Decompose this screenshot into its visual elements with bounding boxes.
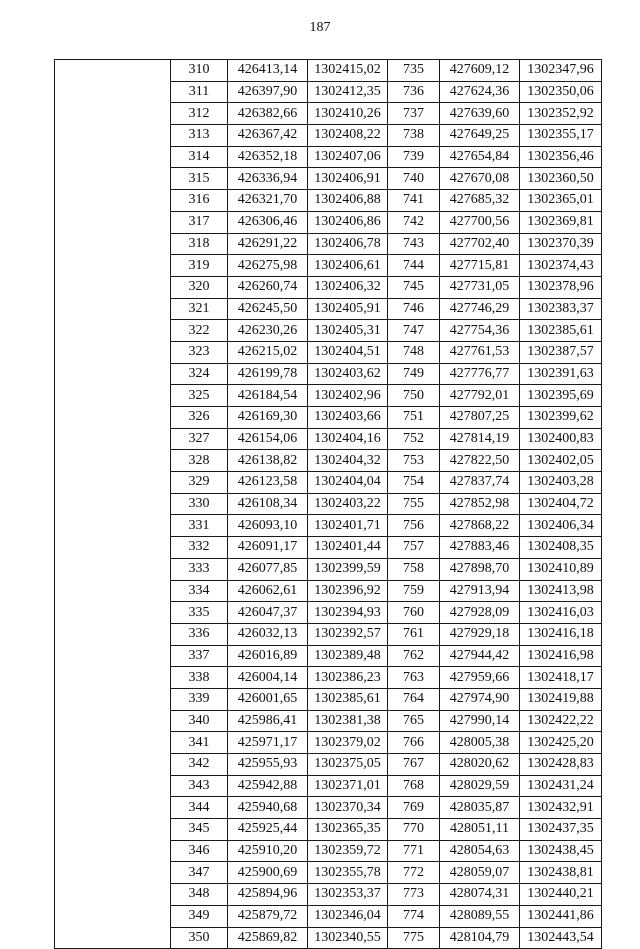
y-coordinate-right: 1302440,21 — [520, 884, 602, 906]
point-number-left: 341 — [171, 732, 228, 754]
point-number-right: 762 — [388, 645, 440, 667]
point-number-right: 745 — [388, 276, 440, 298]
point-number-right: 754 — [388, 472, 440, 494]
x-coordinate-left: 425986,41 — [228, 710, 308, 732]
x-coordinate-left: 426230,26 — [228, 320, 308, 342]
x-coordinate-left: 426382,66 — [228, 103, 308, 125]
y-coordinate-right: 1302425,20 — [520, 732, 602, 754]
x-coordinate-right: 427974,90 — [440, 688, 520, 710]
x-coordinate-right: 427913,94 — [440, 580, 520, 602]
point-number-left: 316 — [171, 190, 228, 212]
y-coordinate-right: 1302432,91 — [520, 797, 602, 819]
y-coordinate-left: 1302396,92 — [308, 580, 388, 602]
x-coordinate-left: 425971,17 — [228, 732, 308, 754]
y-coordinate-left: 1302404,51 — [308, 341, 388, 363]
x-coordinate-right: 427746,29 — [440, 298, 520, 320]
point-number-right: 746 — [388, 298, 440, 320]
y-coordinate-right: 1302370,39 — [520, 233, 602, 255]
y-coordinate-right: 1302383,37 — [520, 298, 602, 320]
x-coordinate-left: 426077,85 — [228, 558, 308, 580]
point-number-right: 768 — [388, 775, 440, 797]
y-coordinate-left: 1302379,02 — [308, 732, 388, 754]
point-number-left: 314 — [171, 146, 228, 168]
y-coordinate-left: 1302401,44 — [308, 537, 388, 559]
y-coordinate-right: 1302428,83 — [520, 754, 602, 776]
point-number-left: 325 — [171, 385, 228, 407]
point-number-left: 333 — [171, 558, 228, 580]
x-coordinate-left: 426091,17 — [228, 537, 308, 559]
point-number-left: 347 — [171, 862, 228, 884]
x-coordinate-right: 427702,40 — [440, 233, 520, 255]
y-coordinate-left: 1302406,91 — [308, 168, 388, 190]
point-number-left: 342 — [171, 754, 228, 776]
point-number-left: 310 — [171, 60, 228, 82]
y-coordinate-left: 1302405,31 — [308, 320, 388, 342]
x-coordinate-left: 426397,90 — [228, 81, 308, 103]
point-number-right: 771 — [388, 840, 440, 862]
y-coordinate-right: 1302441,86 — [520, 905, 602, 927]
x-coordinate-left: 426352,18 — [228, 146, 308, 168]
x-coordinate-right: 428035,87 — [440, 797, 520, 819]
point-number-right: 735 — [388, 60, 440, 82]
x-coordinate-left: 426336,94 — [228, 168, 308, 190]
point-number-left: 317 — [171, 211, 228, 233]
y-coordinate-left: 1302408,22 — [308, 125, 388, 147]
point-number-right: 770 — [388, 819, 440, 841]
y-coordinate-right: 1302360,50 — [520, 168, 602, 190]
page-number: 187 — [309, 20, 331, 35]
point-number-left: 350 — [171, 927, 228, 949]
y-coordinate-right: 1302419,88 — [520, 688, 602, 710]
x-coordinate-right: 427761,53 — [440, 341, 520, 363]
point-number-right: 737 — [388, 103, 440, 125]
point-number-left: 330 — [171, 493, 228, 515]
x-coordinate-left: 425910,20 — [228, 840, 308, 862]
y-coordinate-left: 1302381,38 — [308, 710, 388, 732]
x-coordinate-left: 425869,82 — [228, 927, 308, 949]
y-coordinate-left: 1302406,61 — [308, 255, 388, 277]
y-coordinate-left: 1302404,16 — [308, 428, 388, 450]
point-number-left: 321 — [171, 298, 228, 320]
x-coordinate-right: 428051,11 — [440, 819, 520, 841]
x-coordinate-left: 426199,78 — [228, 363, 308, 385]
y-coordinate-right: 1302416,18 — [520, 623, 602, 645]
x-coordinate-left: 426001,65 — [228, 688, 308, 710]
y-coordinate-left: 1302365,35 — [308, 819, 388, 841]
point-number-left: 348 — [171, 884, 228, 906]
y-coordinate-left: 1302406,86 — [308, 211, 388, 233]
point-number-right: 736 — [388, 81, 440, 103]
y-coordinate-left: 1302407,06 — [308, 146, 388, 168]
point-number-right: 763 — [388, 667, 440, 689]
y-coordinate-right: 1302387,57 — [520, 341, 602, 363]
x-coordinate-left: 425942,88 — [228, 775, 308, 797]
x-coordinate-left: 425900,69 — [228, 862, 308, 884]
point-number-right: 756 — [388, 515, 440, 537]
point-number-right: 740 — [388, 168, 440, 190]
y-coordinate-left: 1302359,72 — [308, 840, 388, 862]
point-number-left: 337 — [171, 645, 228, 667]
coordinates-table-body — [55, 60, 602, 949]
y-coordinate-left: 1302389,48 — [308, 645, 388, 667]
point-number-right: 739 — [388, 146, 440, 168]
x-coordinate-right: 427700,56 — [440, 211, 520, 233]
point-number-left: 326 — [171, 407, 228, 429]
y-coordinate-right: 1302399,62 — [520, 407, 602, 429]
y-coordinate-right: 1302416,03 — [520, 602, 602, 624]
point-number-right: 750 — [388, 385, 440, 407]
y-coordinate-right: 1302410,89 — [520, 558, 602, 580]
point-number-right: 769 — [388, 797, 440, 819]
x-coordinate-left: 425925,44 — [228, 819, 308, 841]
point-number-left: 332 — [171, 537, 228, 559]
x-coordinate-left: 426367,42 — [228, 125, 308, 147]
y-coordinate-right: 1302418,17 — [520, 667, 602, 689]
point-number-right: 757 — [388, 537, 440, 559]
y-coordinate-left: 1302340,55 — [308, 927, 388, 949]
blank-left-cell — [55, 60, 171, 949]
y-coordinate-right: 1302422,22 — [520, 710, 602, 732]
y-coordinate-left: 1302386,23 — [308, 667, 388, 689]
x-coordinate-right: 427898,70 — [440, 558, 520, 580]
y-coordinate-right: 1302369,81 — [520, 211, 602, 233]
point-number-right: 774 — [388, 905, 440, 927]
point-number-right: 751 — [388, 407, 440, 429]
x-coordinate-right: 427928,09 — [440, 602, 520, 624]
y-coordinate-left: 1302403,62 — [308, 363, 388, 385]
y-coordinate-left: 1302403,66 — [308, 407, 388, 429]
point-number-right: 743 — [388, 233, 440, 255]
x-coordinate-left: 426321,70 — [228, 190, 308, 212]
x-coordinate-right: 427868,22 — [440, 515, 520, 537]
y-coordinate-left: 1302353,37 — [308, 884, 388, 906]
x-coordinate-right: 427959,66 — [440, 667, 520, 689]
x-coordinate-right: 428104,79 — [440, 927, 520, 949]
y-coordinate-left: 1302405,91 — [308, 298, 388, 320]
point-number-left: 315 — [171, 168, 228, 190]
x-coordinate-right: 428089,55 — [440, 905, 520, 927]
x-coordinate-right: 428054,63 — [440, 840, 520, 862]
y-coordinate-left: 1302404,32 — [308, 450, 388, 472]
point-number-right: 773 — [388, 884, 440, 906]
x-coordinate-right: 427990,14 — [440, 710, 520, 732]
point-number-right: 767 — [388, 754, 440, 776]
x-coordinate-left: 426245,50 — [228, 298, 308, 320]
point-number-left: 335 — [171, 602, 228, 624]
x-coordinate-left: 425879,72 — [228, 905, 308, 927]
point-number-left: 334 — [171, 580, 228, 602]
y-coordinate-right: 1302408,35 — [520, 537, 602, 559]
x-coordinate-right: 427649,25 — [440, 125, 520, 147]
x-coordinate-right: 427731,05 — [440, 276, 520, 298]
y-coordinate-left: 1302392,57 — [308, 623, 388, 645]
y-coordinate-left: 1302412,35 — [308, 81, 388, 103]
y-coordinate-right: 1302402,05 — [520, 450, 602, 472]
point-number-left: 323 — [171, 341, 228, 363]
x-coordinate-right: 427776,77 — [440, 363, 520, 385]
point-number-left: 322 — [171, 320, 228, 342]
x-coordinate-right: 427814,19 — [440, 428, 520, 450]
x-coordinate-right: 427639,60 — [440, 103, 520, 125]
x-coordinate-left: 425894,96 — [228, 884, 308, 906]
x-coordinate-right: 427715,81 — [440, 255, 520, 277]
y-coordinate-right: 1302400,83 — [520, 428, 602, 450]
y-coordinate-right: 1302438,45 — [520, 840, 602, 862]
x-coordinate-right: 427807,25 — [440, 407, 520, 429]
y-coordinate-right: 1302437,35 — [520, 819, 602, 841]
point-number-left: 340 — [171, 710, 228, 732]
x-coordinate-left: 426108,34 — [228, 493, 308, 515]
y-coordinate-right: 1302350,06 — [520, 81, 602, 103]
x-coordinate-right: 427944,42 — [440, 645, 520, 667]
x-coordinate-right: 428020,62 — [440, 754, 520, 776]
point-number-left: 319 — [171, 255, 228, 277]
y-coordinate-left: 1302404,04 — [308, 472, 388, 494]
point-number-right: 755 — [388, 493, 440, 515]
table-row — [55, 60, 602, 82]
x-coordinate-left: 426184,54 — [228, 385, 308, 407]
x-coordinate-left: 426062,61 — [228, 580, 308, 602]
x-coordinate-left: 426291,22 — [228, 233, 308, 255]
y-coordinate-left: 1302346,04 — [308, 905, 388, 927]
point-number-left: 320 — [171, 276, 228, 298]
y-coordinate-right: 1302403,28 — [520, 472, 602, 494]
point-number-left: 336 — [171, 623, 228, 645]
y-coordinate-right: 1302443,54 — [520, 927, 602, 949]
x-coordinate-left: 426154,06 — [228, 428, 308, 450]
x-coordinate-left: 426047,37 — [228, 602, 308, 624]
point-number-right: 752 — [388, 428, 440, 450]
point-number-left: 331 — [171, 515, 228, 537]
x-coordinate-left: 426306,46 — [228, 211, 308, 233]
point-number-right: 744 — [388, 255, 440, 277]
y-coordinate-right: 1302416,98 — [520, 645, 602, 667]
point-number-right: 772 — [388, 862, 440, 884]
x-coordinate-right: 427685,32 — [440, 190, 520, 212]
y-coordinate-right: 1302395,69 — [520, 385, 602, 407]
y-coordinate-left: 1302355,78 — [308, 862, 388, 884]
point-number-left: 324 — [171, 363, 228, 385]
y-coordinate-left: 1302406,32 — [308, 276, 388, 298]
point-number-right: 775 — [388, 927, 440, 949]
y-coordinate-right: 1302404,72 — [520, 493, 602, 515]
y-coordinate-left: 1302401,71 — [308, 515, 388, 537]
point-number-right: 761 — [388, 623, 440, 645]
y-coordinate-right: 1302374,43 — [520, 255, 602, 277]
point-number-right: 766 — [388, 732, 440, 754]
x-coordinate-left: 426169,30 — [228, 407, 308, 429]
point-number-left: 346 — [171, 840, 228, 862]
y-coordinate-right: 1302347,96 — [520, 60, 602, 82]
y-coordinate-left: 1302402,96 — [308, 385, 388, 407]
x-coordinate-left: 426004,14 — [228, 667, 308, 689]
y-coordinate-right: 1302365,01 — [520, 190, 602, 212]
x-coordinate-right: 428005,38 — [440, 732, 520, 754]
x-coordinate-left: 426093,10 — [228, 515, 308, 537]
y-coordinate-left: 1302406,88 — [308, 190, 388, 212]
point-number-left: 339 — [171, 688, 228, 710]
x-coordinate-left: 425955,93 — [228, 754, 308, 776]
x-coordinate-right: 427609,12 — [440, 60, 520, 82]
y-coordinate-right: 1302406,34 — [520, 515, 602, 537]
y-coordinate-left: 1302399,59 — [308, 558, 388, 580]
point-number-left: 318 — [171, 233, 228, 255]
y-coordinate-left: 1302375,05 — [308, 754, 388, 776]
point-number-right: 753 — [388, 450, 440, 472]
y-coordinate-left: 1302385,61 — [308, 688, 388, 710]
coordinates-table — [54, 59, 602, 949]
point-number-left: 338 — [171, 667, 228, 689]
point-number-left: 329 — [171, 472, 228, 494]
x-coordinate-right: 427792,01 — [440, 385, 520, 407]
point-number-left: 327 — [171, 428, 228, 450]
x-coordinate-left: 426275,98 — [228, 255, 308, 277]
x-coordinate-left: 426138,82 — [228, 450, 308, 472]
point-number-right: 738 — [388, 125, 440, 147]
point-number-right: 760 — [388, 602, 440, 624]
x-coordinate-right: 428074,31 — [440, 884, 520, 906]
y-coordinate-right: 1302378,96 — [520, 276, 602, 298]
x-coordinate-left: 426123,58 — [228, 472, 308, 494]
y-coordinate-left: 1302410,26 — [308, 103, 388, 125]
x-coordinate-left: 426215,02 — [228, 341, 308, 363]
y-coordinate-left: 1302370,34 — [308, 797, 388, 819]
y-coordinate-right: 1302355,17 — [520, 125, 602, 147]
x-coordinate-right: 427852,98 — [440, 493, 520, 515]
x-coordinate-right: 428029,59 — [440, 775, 520, 797]
x-coordinate-right: 427822,50 — [440, 450, 520, 472]
point-number-right: 758 — [388, 558, 440, 580]
x-coordinate-left: 425940,68 — [228, 797, 308, 819]
y-coordinate-right: 1302352,92 — [520, 103, 602, 125]
y-coordinate-right: 1302356,46 — [520, 146, 602, 168]
point-number-left: 349 — [171, 905, 228, 927]
x-coordinate-left: 426016,89 — [228, 645, 308, 667]
point-number-right: 748 — [388, 341, 440, 363]
x-coordinate-right: 427654,84 — [440, 146, 520, 168]
point-number-left: 345 — [171, 819, 228, 841]
y-coordinate-left: 1302403,22 — [308, 493, 388, 515]
point-number-right: 764 — [388, 688, 440, 710]
y-coordinate-right: 1302391,63 — [520, 363, 602, 385]
x-coordinate-right: 427929,18 — [440, 623, 520, 645]
y-coordinate-left: 1302415,02 — [308, 60, 388, 82]
point-number-left: 343 — [171, 775, 228, 797]
point-number-right: 747 — [388, 320, 440, 342]
x-coordinate-right: 427837,74 — [440, 472, 520, 494]
y-coordinate-left: 1302371,01 — [308, 775, 388, 797]
x-coordinate-right: 427624,36 — [440, 81, 520, 103]
x-coordinate-right: 427670,08 — [440, 168, 520, 190]
x-coordinate-left: 426260,74 — [228, 276, 308, 298]
point-number-left: 313 — [171, 125, 228, 147]
point-number-right: 741 — [388, 190, 440, 212]
y-coordinate-right: 1302431,24 — [520, 775, 602, 797]
x-coordinate-left: 426413,14 — [228, 60, 308, 82]
x-coordinate-right: 427883,46 — [440, 537, 520, 559]
point-number-right: 765 — [388, 710, 440, 732]
point-number-right: 749 — [388, 363, 440, 385]
y-coordinate-right: 1302438,81 — [520, 862, 602, 884]
y-coordinate-right: 1302385,61 — [520, 320, 602, 342]
point-number-left: 344 — [171, 797, 228, 819]
point-number-right: 759 — [388, 580, 440, 602]
x-coordinate-right: 428059,07 — [440, 862, 520, 884]
y-coordinate-right: 1302413,98 — [520, 580, 602, 602]
x-coordinate-right: 427754,36 — [440, 320, 520, 342]
point-number-left: 311 — [171, 81, 228, 103]
point-number-left: 328 — [171, 450, 228, 472]
y-coordinate-left: 1302394,93 — [308, 602, 388, 624]
point-number-left: 312 — [171, 103, 228, 125]
x-coordinate-left: 426032,13 — [228, 623, 308, 645]
y-coordinate-left: 1302406,78 — [308, 233, 388, 255]
point-number-right: 742 — [388, 211, 440, 233]
